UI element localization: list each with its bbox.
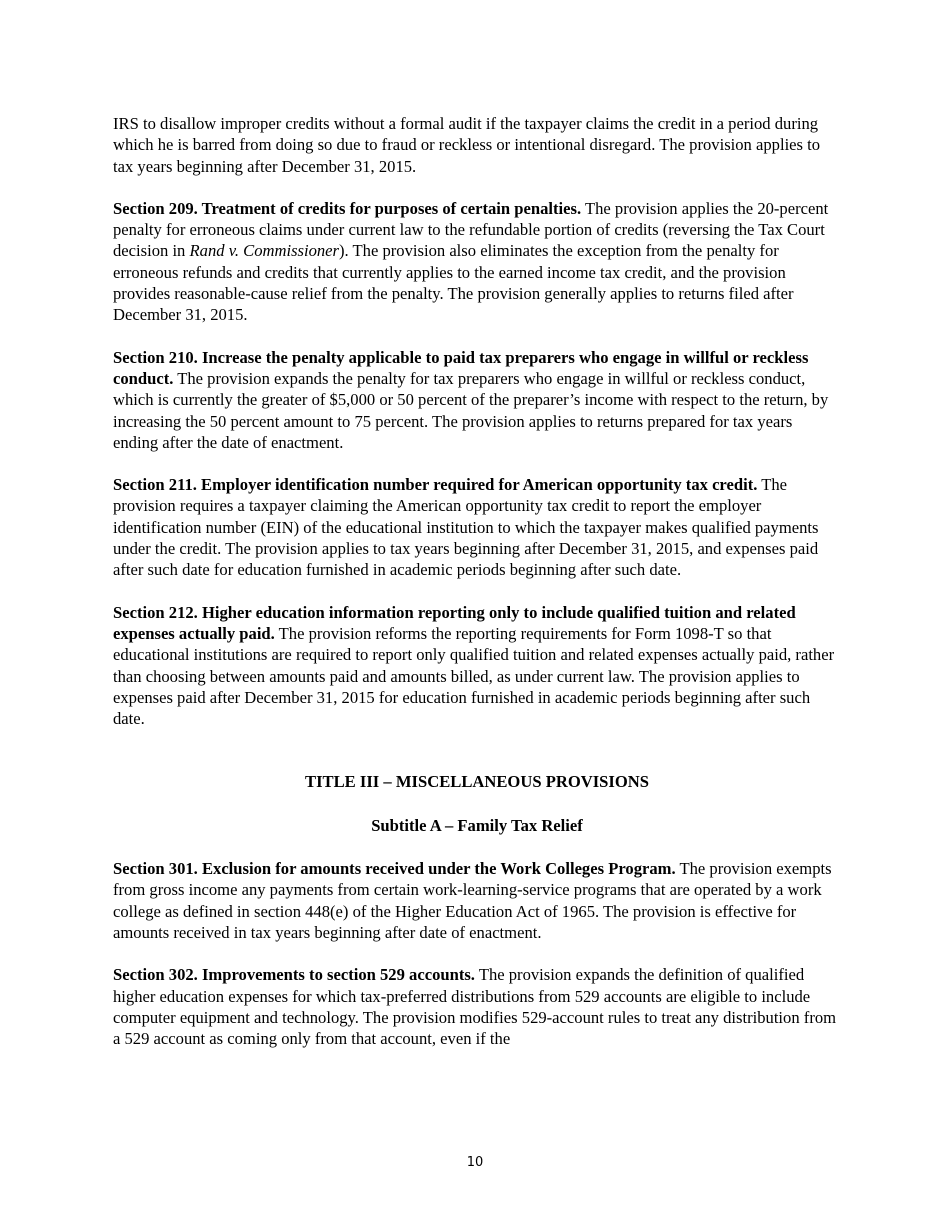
section-209-heading: Section 209. Treatment of credits for purposes of certain penalties. [113,198,582,218]
section-211-paragraph [113,474,841,580]
section-210-paragraph [113,347,841,453]
section-301-heading: Section 301. Exclusion for amounts received under the Work Colleges Program. [113,859,676,879]
section-301-paragraph [113,858,841,943]
section-209-text-after: ). The provision also eliminates the exception from the penalty for erroneous refunds and credits that currently applies to the earned income tax credit, and the provision provides reasonable-cause relief from the penalty. The provision generally applies to returns filed after December 31, 2015. [113,241,794,325]
section-302-text: The provision expands the definition of qualified higher education expenses for which tax-preferred distributions from 529 accounts are eligible to include computer equipment and technology. The provision modifies 529-account rules to treat any distribution from a 529 account as coming only from that account, even if the [113,965,837,1049]
continuation-paragraph: IRS to disallow improper credits without a formal audit if the taxpayer claims the credit in a period during which he is barred from doing so due to fraud or reckless or intentional disregard. The provision applies to tax years beginning after December 31, 2015. [113,114,821,176]
title-heading: TITLE III – MISCELLANEOUS PROVISIONS [305,772,649,792]
section-211-heading: Section 211. Employer identification number required for American opportunity tax credit. [113,475,758,495]
section-210-heading: Section 210. Increase the penalty applicable to paid tax preparers who engage in willful or reckless conduct. [113,347,809,388]
section-212-heading: Section 212. Higher education information reporting only to include qualified tuition and related expenses actually paid. [113,602,796,643]
section-209-text-before: The provision applies the 20-percent penalty for erroneous claims under current law to the refundable portion of credits (reversing the Tax Court decision in [113,198,829,261]
page-number: 10 [466,1155,484,1170]
case-name: Rand v. Commissioner [189,241,340,261]
section-301-text: The provision exempts from gross income any payments from certain work-learning-service programs that are operated by a work college as defined in section 448(e) of the Higher Education Act of 1965. The provision is effective for amounts received in tax years beginning after date of enactment. [113,859,832,942]
subtitle-heading: Subtitle A – Family Tax Relief [371,815,583,835]
section-302-paragraph [113,964,841,1049]
section-211-text: The provision requires a taxpayer claiming the American opportunity tax credit to report the employer identification number (EIN) of the educational institution to which the taxpayer makes qualified payments under the credit. The provision applies to tax years beginning after December 31, 2015, and expenses paid after such date for education furnished in academic periods beginning after such date. [113,475,819,580]
section-209-paragraph [113,198,841,326]
document-page [113,113,841,1070]
section-212-text: The provision reforms the reporting requirements for Form 1098-T so that educational institutions are required to report only qualified tuition and related expenses actually paid, rather than choosing between amounts paid and amounts billed, as under current law. The provision applies to expenses paid after December 31, 2015 for education furnished in academic periods beginning after such date. [113,623,835,729]
section-212-paragraph [113,602,841,730]
section-302-heading: Section 302. Improvements to section 529 accounts. [113,965,475,985]
section-210-text: The provision expands the penalty for tax preparers who engage in willful or reckless conduct, which is currently the greater of $5,000 or 50 percent of the preparer’s income with respect to the return, by increasing the 50 percent amount to 75 percent. The provision applies to returns prepared for tax years ending after the date of enactment. [113,368,829,452]
